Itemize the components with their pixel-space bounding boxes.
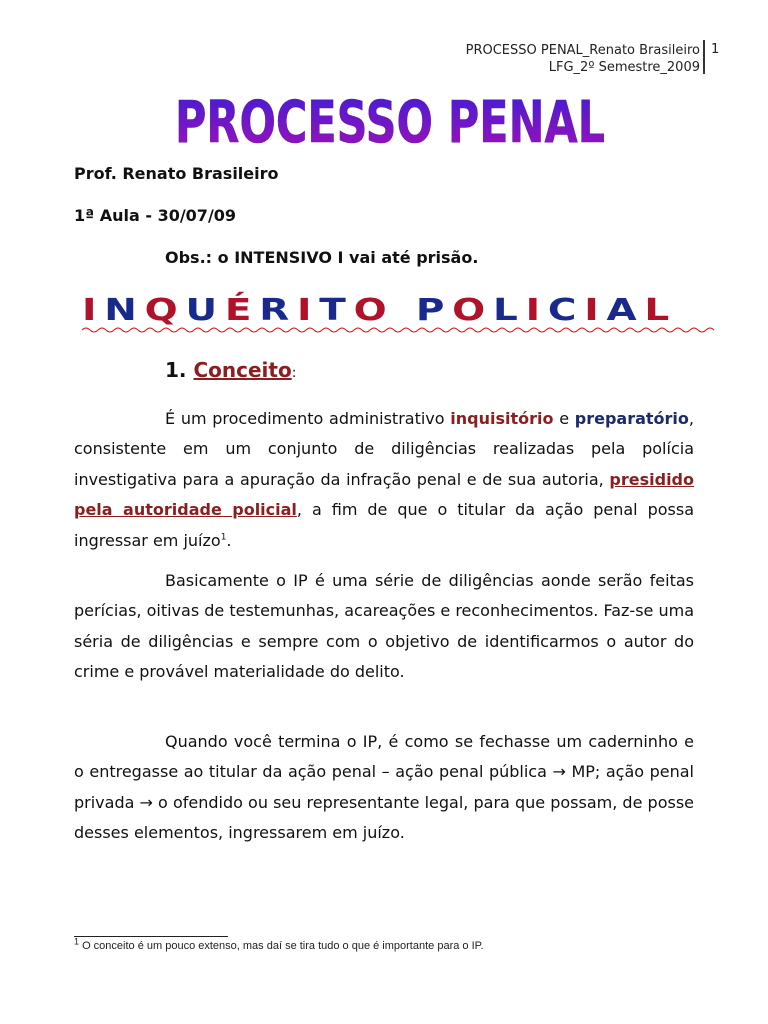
text-run: e [553, 409, 575, 428]
subsection-number: 1. [165, 358, 187, 382]
footnote-reference[interactable]: 1 [220, 532, 227, 543]
text-run: , consistente em um conjunto de diligências realizadas pela polícia investigativa para a apuração da infração penal e de sua autoria, [74, 409, 694, 489]
text-run: , a fim de que o titular da ação penal possa ingressar em juízo [74, 500, 694, 550]
text-run: MP; ação penal privada [74, 762, 695, 812]
highlight-presidido: presidido pela autoridade policial [74, 469, 694, 520]
footnote-mark: 1 [74, 936, 80, 947]
section-heading-art [80, 290, 700, 340]
highlight-inquisitorio: inquisitório [450, 409, 554, 428]
spellcheck-underline [82, 328, 714, 332]
subsection-colon: : [291, 365, 297, 381]
text-run: Basicamente o IP é uma série de diligências aonde serão feitas perícias, oitivas de testemunhas, acareações e reconhecimentos. Faz-se uma séria de diligências e sempre com o objetivo de identificarmos o autor do crime e provável materialidade do delito. [74, 571, 694, 682]
section-heading-text: I N Q U É R I T O P O L I C I A L [82, 293, 670, 328]
professor-name: Prof. Renato Brasileiro [74, 164, 279, 183]
text-run: . [226, 530, 232, 550]
header-divider [703, 40, 705, 74]
subsection-heading [165, 358, 296, 382]
observation: Obs.: o INTENSIVO I vai até prisão. [165, 248, 479, 267]
text-run: o ofendido ou seu representante legal, para que possam, de posse desses elementos, ingressarem em juízo. [74, 792, 694, 843]
text-run: Quando você termina o IP, é como se fechasse um caderninho e o entregasse ao titular da ação penal – ação penal pública [74, 732, 694, 782]
running-header [466, 42, 700, 76]
page-number: 1 [711, 42, 720, 57]
highlight-preparatorio: preparatório [574, 409, 689, 428]
paragraph-basicamente [74, 566, 694, 688]
arrow-icon: → [552, 762, 566, 782]
subsection-title: Conceito [193, 358, 292, 382]
footnote-text: O conceito é um pouco extenso, mas daí se tira tudo o que é importante para o IP. [79, 940, 484, 952]
text-run: É um procedimento administrativo [165, 409, 451, 428]
footnote [74, 936, 484, 952]
paragraph-quando [74, 727, 694, 849]
arrow-icon: → [139, 792, 153, 812]
header-line-1: PROCESSO PENAL_Renato Brasileiro [465, 43, 700, 58]
header-line-2: LFG_2º Semestre_2009 [548, 60, 700, 75]
footnote-separator [74, 936, 228, 937]
document-title [170, 84, 610, 154]
paragraph-concept [74, 404, 694, 556]
section-heading [80, 290, 700, 340]
title-text: PROCESSO PENAL [175, 88, 605, 156]
title-wordart [170, 84, 610, 154]
lesson-date: 1ª Aula - 30/07/09 [74, 206, 237, 225]
